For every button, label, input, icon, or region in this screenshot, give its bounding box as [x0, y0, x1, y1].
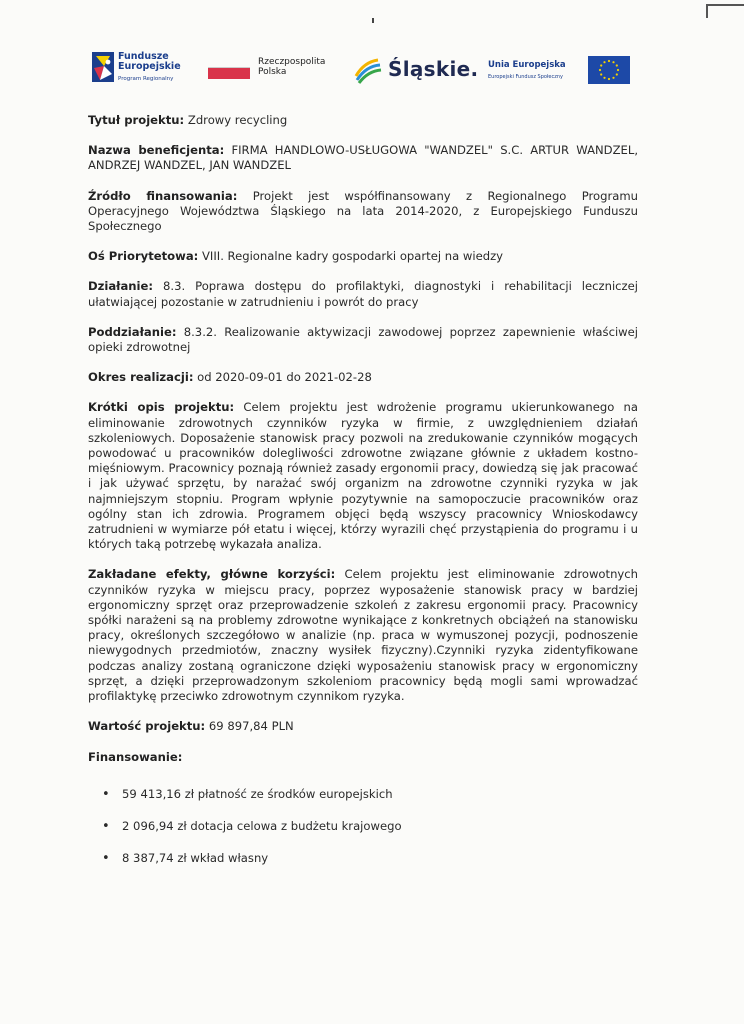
fe-subtitle: Program Regionalny [118, 76, 174, 82]
financing-label: Finansowanie: [88, 749, 183, 764]
financing-item-own: • 8 387,74 zł wkład własny [88, 851, 638, 866]
priority-axis-label: Oś Priorytetowa: [88, 249, 199, 264]
measure-row [88, 279, 638, 309]
effects-value: Celem projektu jest eliminowanie zdrowotnych czynników ryzyka w miejscu pracy, poprzez wyposażenie stanowisk pracy w bardziej ergonomiczny sprzęt oraz przeprowadzenie szkoleń z zakresu ergonomii pracy. Pracownicy spółki narażeni są na problemy zdrowotne wynikające z konkretnych obciążeń na stanowisku pracy, określonych szczegółowo w analizie (np. praca w wymuszonej pozycji, podnoszenie niewygodnych przedmiotów, znaczny wysiłek fizyczny).Czynniki ryzyka zidentyfikowane podczas analizy zostaną ograniczone dzięki wyposażeniu stanowisk pracy w ergonomiczny sprzęt, a dzięki przeprowadzonym szkoleniom pracownicy będą mogli sami wprowadzać profilaktykę przeciwko zdrowotnym czynnikom ryzyka. [88, 567, 639, 704]
ue-subtitle: Europejski Fundusz Społeczny [488, 74, 563, 80]
financing-item-eu: • 59 413,16 zł płatność ze środków europejskich [88, 787, 638, 802]
eu-flag-icon [588, 56, 630, 84]
effects-row [88, 567, 638, 704]
polish-flag-icon [208, 68, 250, 79]
scan-corner-mark-vertical [706, 4, 708, 18]
priority-axis-value: VIII. Regionalne kadry gospodarki opartej na wiedzy [202, 249, 504, 264]
period-label: Okres realizacji: [88, 370, 194, 385]
funding-source-value: Projekt jest współfinansowany z Regionalnego Programu Operacyjnego Województwa Śląskiego na lata 2014-2020, z Europejskiego Funduszu Społecznego [88, 188, 639, 234]
funding-source-label: Źródło finansowania: [88, 188, 238, 203]
measure-value: 8.3. Poprawa dostępu do profilaktyki, diagnostyki i rehabilitacji leczniczej ułatwiającej pozostanie w zatrudnieniu i powrót do pracy [88, 279, 638, 309]
project-title-label: Tytuł projektu: [88, 113, 185, 127]
measure-label: Działanie: [88, 279, 154, 294]
submeasure-row [88, 325, 638, 355]
scan-tick-mark [372, 18, 374, 23]
scan-corner-mark [708, 4, 744, 6]
description-label: Krótki opis projektu: [88, 400, 235, 415]
project-value-row [88, 719, 638, 734]
rzeczpospolita-polska-logo [208, 44, 338, 94]
submeasure-value: 8.3.2. Realizowanie aktywizacji zawodowej poprzez zapewnienie właściwej opieki zdrowotnej [88, 324, 639, 355]
rp-title-line2: Polska [258, 67, 287, 77]
project-title-value: Zdrowy recycling [187, 113, 288, 127]
fundusze-europejskie-logo [92, 44, 192, 94]
financing-list [88, 787, 638, 867]
rp-title-line1: Rzeczpospolita [258, 57, 326, 67]
slaskie-wordmark: Śląskie. [388, 57, 479, 81]
description-row [88, 400, 638, 552]
priority-axis-row [88, 249, 638, 264]
ue-title: Unia Europejska [488, 60, 566, 70]
fe-title-line1: Fundusze [118, 51, 169, 62]
rp-title [258, 57, 325, 77]
financing-item-national: • 2 096,94 zł dotacja celowa z budżetu krajowego [88, 819, 638, 834]
submeasure-label: Poddziałanie: [88, 324, 177, 339]
period-value: od 2020-09-01 do 2021-02-28 [197, 370, 372, 385]
beneficiary-value: FIRMA HANDLOWO-USŁUGOWA "WANDZEL" S.C. ARTUR WANDZEL, ANDRZEJ WANDZEL, JAN WANDZEL [88, 143, 639, 173]
logo-bar [92, 44, 632, 94]
project-title-row [88, 113, 638, 128]
unia-europejska-logo [488, 44, 632, 94]
project-value-label: Wartość projektu: [88, 719, 206, 734]
fe-title-line2: Europejskie [118, 61, 181, 72]
period-row [88, 370, 638, 385]
funding-source-row [88, 189, 638, 235]
project-value-amount: 69 897,84 PLN [208, 719, 294, 734]
slaskie-logo [354, 44, 479, 94]
fe-title [118, 52, 181, 72]
description-value: Celem projektu jest wdrożenie programu ukierunkowanego na eliminowanie zdrowotnych czynników ryzyka w firmie, z uwzględnieniem działań szkoleniowych. Doposażenie stanowisk pracy pozwoli na zredukowanie czynników mogących powodować u pracowników dolegliwości zdrowotne związane głównie z układem kostno-mięśniowym. Pracownicy poznają również zasady ergonomii pracy, dowiedzą się jak pracować i jak używać sprzętu, by narażać swój organizm na zdrowotne czynniki ryzyka w jak najmniejszym stopniu. Program wpłynie pozytywnie na samopoczucie pracowników oraz ogólny stan ich zdrowia. Programem objęci będą wszyscy pracownicy Wnioskodawcy zatrudnieni w wymiarze pół etatu i więcej, którzy wyrazili chęć przystąpienia do programu i u których taką potrzebę wykazała analiza. [88, 400, 638, 552]
project-info [88, 113, 638, 883]
fundusze-europejskie-icon [92, 52, 114, 82]
financing-heading-row [88, 750, 638, 765]
slaskie-wave-icon [354, 56, 382, 84]
beneficiary-label: Nazwa beneficjenta: [88, 143, 225, 158]
effects-label: Zakładane efekty, główne korzyści: [88, 567, 336, 582]
beneficiary-row [88, 143, 638, 173]
